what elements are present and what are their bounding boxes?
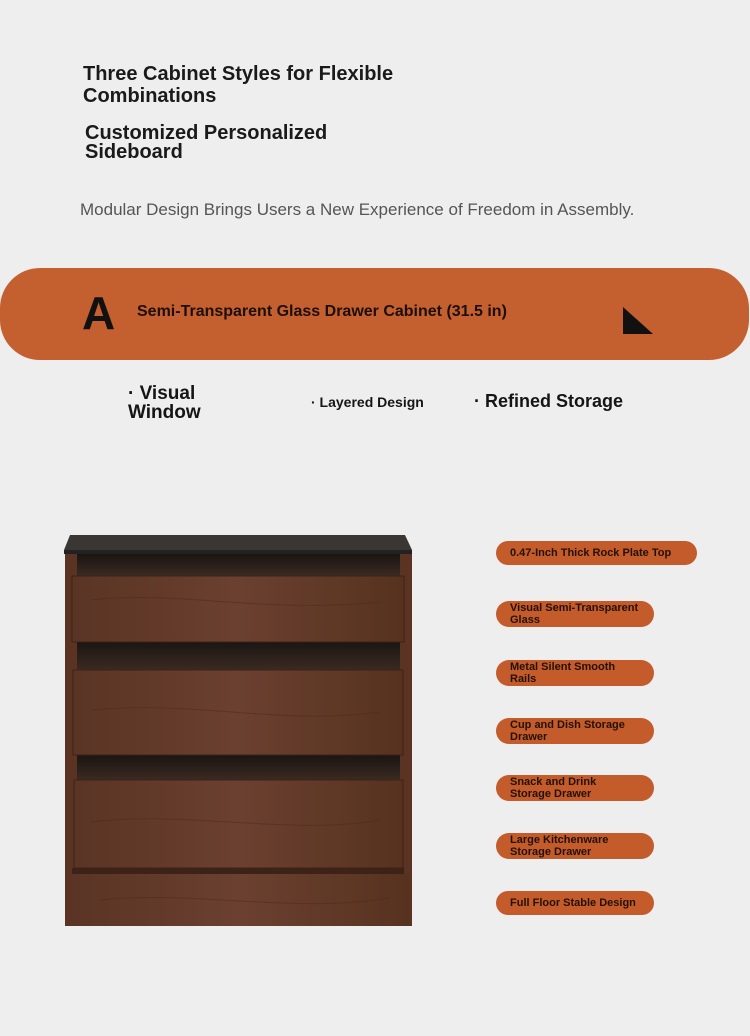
feature-layered-design: · Layered Design (311, 394, 424, 410)
callout-floor-stable: Full Floor Stable Design (496, 891, 654, 915)
corner-triangle-icon (623, 307, 653, 334)
callout-snack-drink-drawer: Snack and Drink Storage Drawer (496, 775, 654, 801)
page-title: Three Cabinet Styles for Flexible Combinations (83, 63, 394, 107)
callout-silent-rails: Metal Silent Smooth Rails (496, 660, 654, 686)
cabinet-image (60, 530, 415, 930)
tagline: Modular Design Brings Users a New Experience of Freedom in Assembly. (80, 200, 635, 219)
feature-visual-window: · Visual Window (128, 383, 201, 423)
feature-refined-storage: · Refined Storage (474, 391, 624, 411)
page-subtitle-heading: Customized Personalized Sideboard (85, 122, 328, 163)
banner-letter: A (82, 287, 116, 339)
callout-rock-plate-top: 0.47-Inch Thick Rock Plate Top (496, 541, 697, 565)
callout-semi-transparent-glass: Visual Semi-Transparent Glass (496, 601, 654, 627)
callout-kitchenware-drawer: Large Kitchenware Storage Drawer (496, 833, 654, 859)
banner-title: Semi-Transparent Glass Drawer Cabinet (31.5 in) (137, 303, 507, 320)
callout-cup-dish-drawer: Cup and Dish Storage Drawer (496, 718, 654, 744)
